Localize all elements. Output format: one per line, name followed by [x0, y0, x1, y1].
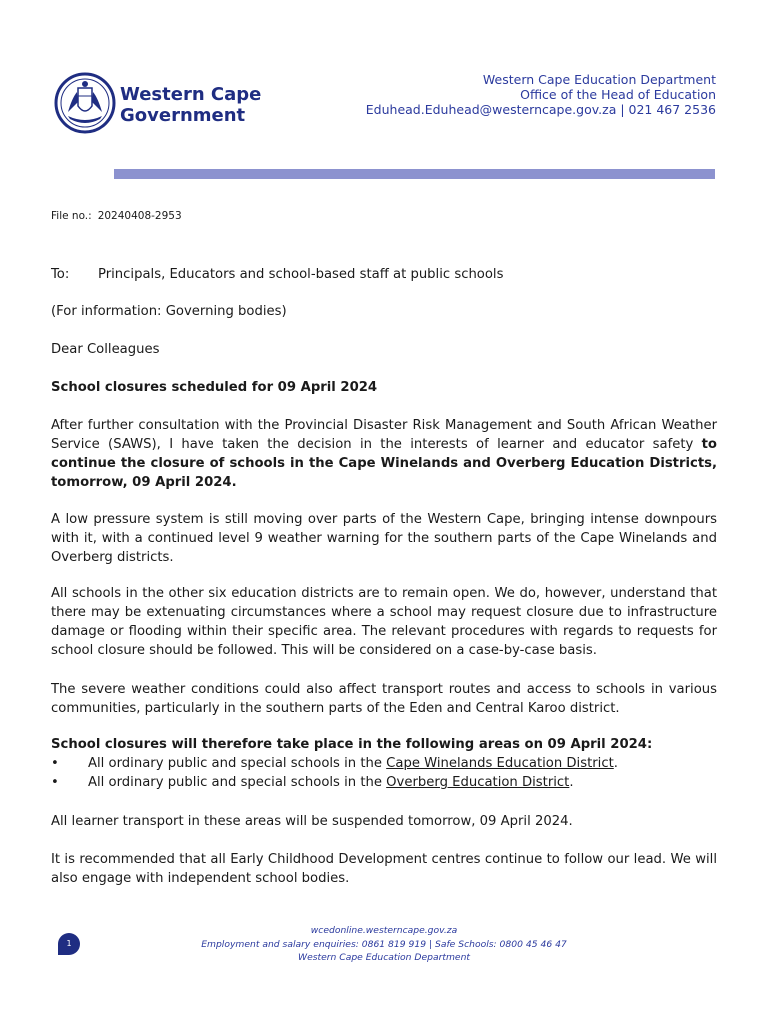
list-item-suffix: . [613, 756, 618, 771]
list-item-prefix: All ordinary public and special schools in the [88, 775, 387, 790]
closures-list [51, 754, 717, 792]
footer [0, 924, 768, 965]
for-information: (For information: Governing bodies) [51, 304, 287, 319]
to-label: To: [51, 267, 70, 282]
to-recipients: Principals, Educators and school-based staff at public schools [98, 267, 504, 282]
footer-enquiries: Employment and salary enquiries: 0861 819 919 | Safe Schools: 0800 45 46 47 [201, 938, 567, 950]
logo-line-2: Government [120, 105, 246, 126]
list-item [51, 773, 717, 792]
file-number-label: File no.: [51, 210, 92, 222]
paragraph-decision-text: After further consultation with the Provincial Disaster Risk Management and South African Weather Service (SAWS), I have taken the decision in the interests of learner and educator safety [51, 418, 717, 452]
page-number-badge: 1 [58, 933, 80, 955]
header-dept: Western Cape Education Department [482, 72, 716, 87]
subject-heading: School closures scheduled for 09 April 2024 [51, 380, 378, 395]
file-number-value: 20240408-2953 [97, 210, 182, 222]
logo-wordmark [120, 84, 261, 126]
footer-website: wcedonline.westerncape.gov.za [310, 925, 458, 936]
header-email-phone: Eduhead.Eduhead@westerncape.gov.za | 021 467 2536 [365, 102, 716, 117]
list-item-prefix: All ordinary public and special schools in the [88, 756, 387, 771]
header-divider-band [114, 169, 715, 179]
paragraph-decision-bold: to continue the closure of schools in the Cape Winelands and Overberg Education Districts, tomorrow, 09 April 2024. [51, 437, 717, 490]
bullet-icon: • [51, 756, 59, 771]
list-item [51, 754, 717, 773]
closures-heading: School closures will therefore take place in the following areas on 09 April 2024: [51, 737, 653, 752]
overberg-district-link[interactable]: Overberg Education District [386, 775, 570, 790]
paragraph-learner-transport: All learner transport in these areas will be suspended tomorrow, 09 April 2024. [51, 814, 573, 829]
paragraph-decision [51, 416, 717, 492]
salutation: Dear Colleagues [51, 342, 160, 357]
cape-winelands-district-link[interactable]: Cape Winelands Education District [386, 756, 614, 771]
file-number [51, 210, 182, 222]
coat-of-arms-icon [54, 72, 116, 134]
paragraph-ecd: It is recommended that all Early Childhood Development centres continue to follow our lead. We will also engage with independent school bodies. [51, 852, 717, 886]
recipients-line [51, 265, 717, 284]
logo-line-1: Western Cape [120, 84, 262, 105]
footer-dept: Western Cape Education Department [297, 952, 470, 963]
paragraph-transport-routes: The severe weather conditions could also affect transport routes and access to schools in various communities, particularly in the southern parts of the Eden and Central Karoo district. [51, 682, 717, 716]
paragraph-weather: A low pressure system is still moving over parts of the Western Cape, bringing intense downpours with it, with a continued level 9 weather warning for the southern parts of the Cape Winelands and Overberg districts. [51, 512, 717, 565]
bullet-icon: • [51, 775, 59, 790]
paragraph-open-schools: All schools in the other six education districts are to remain open. We do, however, understand that there may be extenuating circumstances where a school may request closure due to infrastructure damage or flooding within their specific area. The relevant procedures with regards to requests for school closure should be followed. This will be considered on a case-by-case basis. [51, 586, 717, 658]
header-contact [366, 72, 716, 117]
header-office: Office of the Head of Education [520, 87, 716, 102]
list-item-suffix: . [569, 775, 574, 790]
